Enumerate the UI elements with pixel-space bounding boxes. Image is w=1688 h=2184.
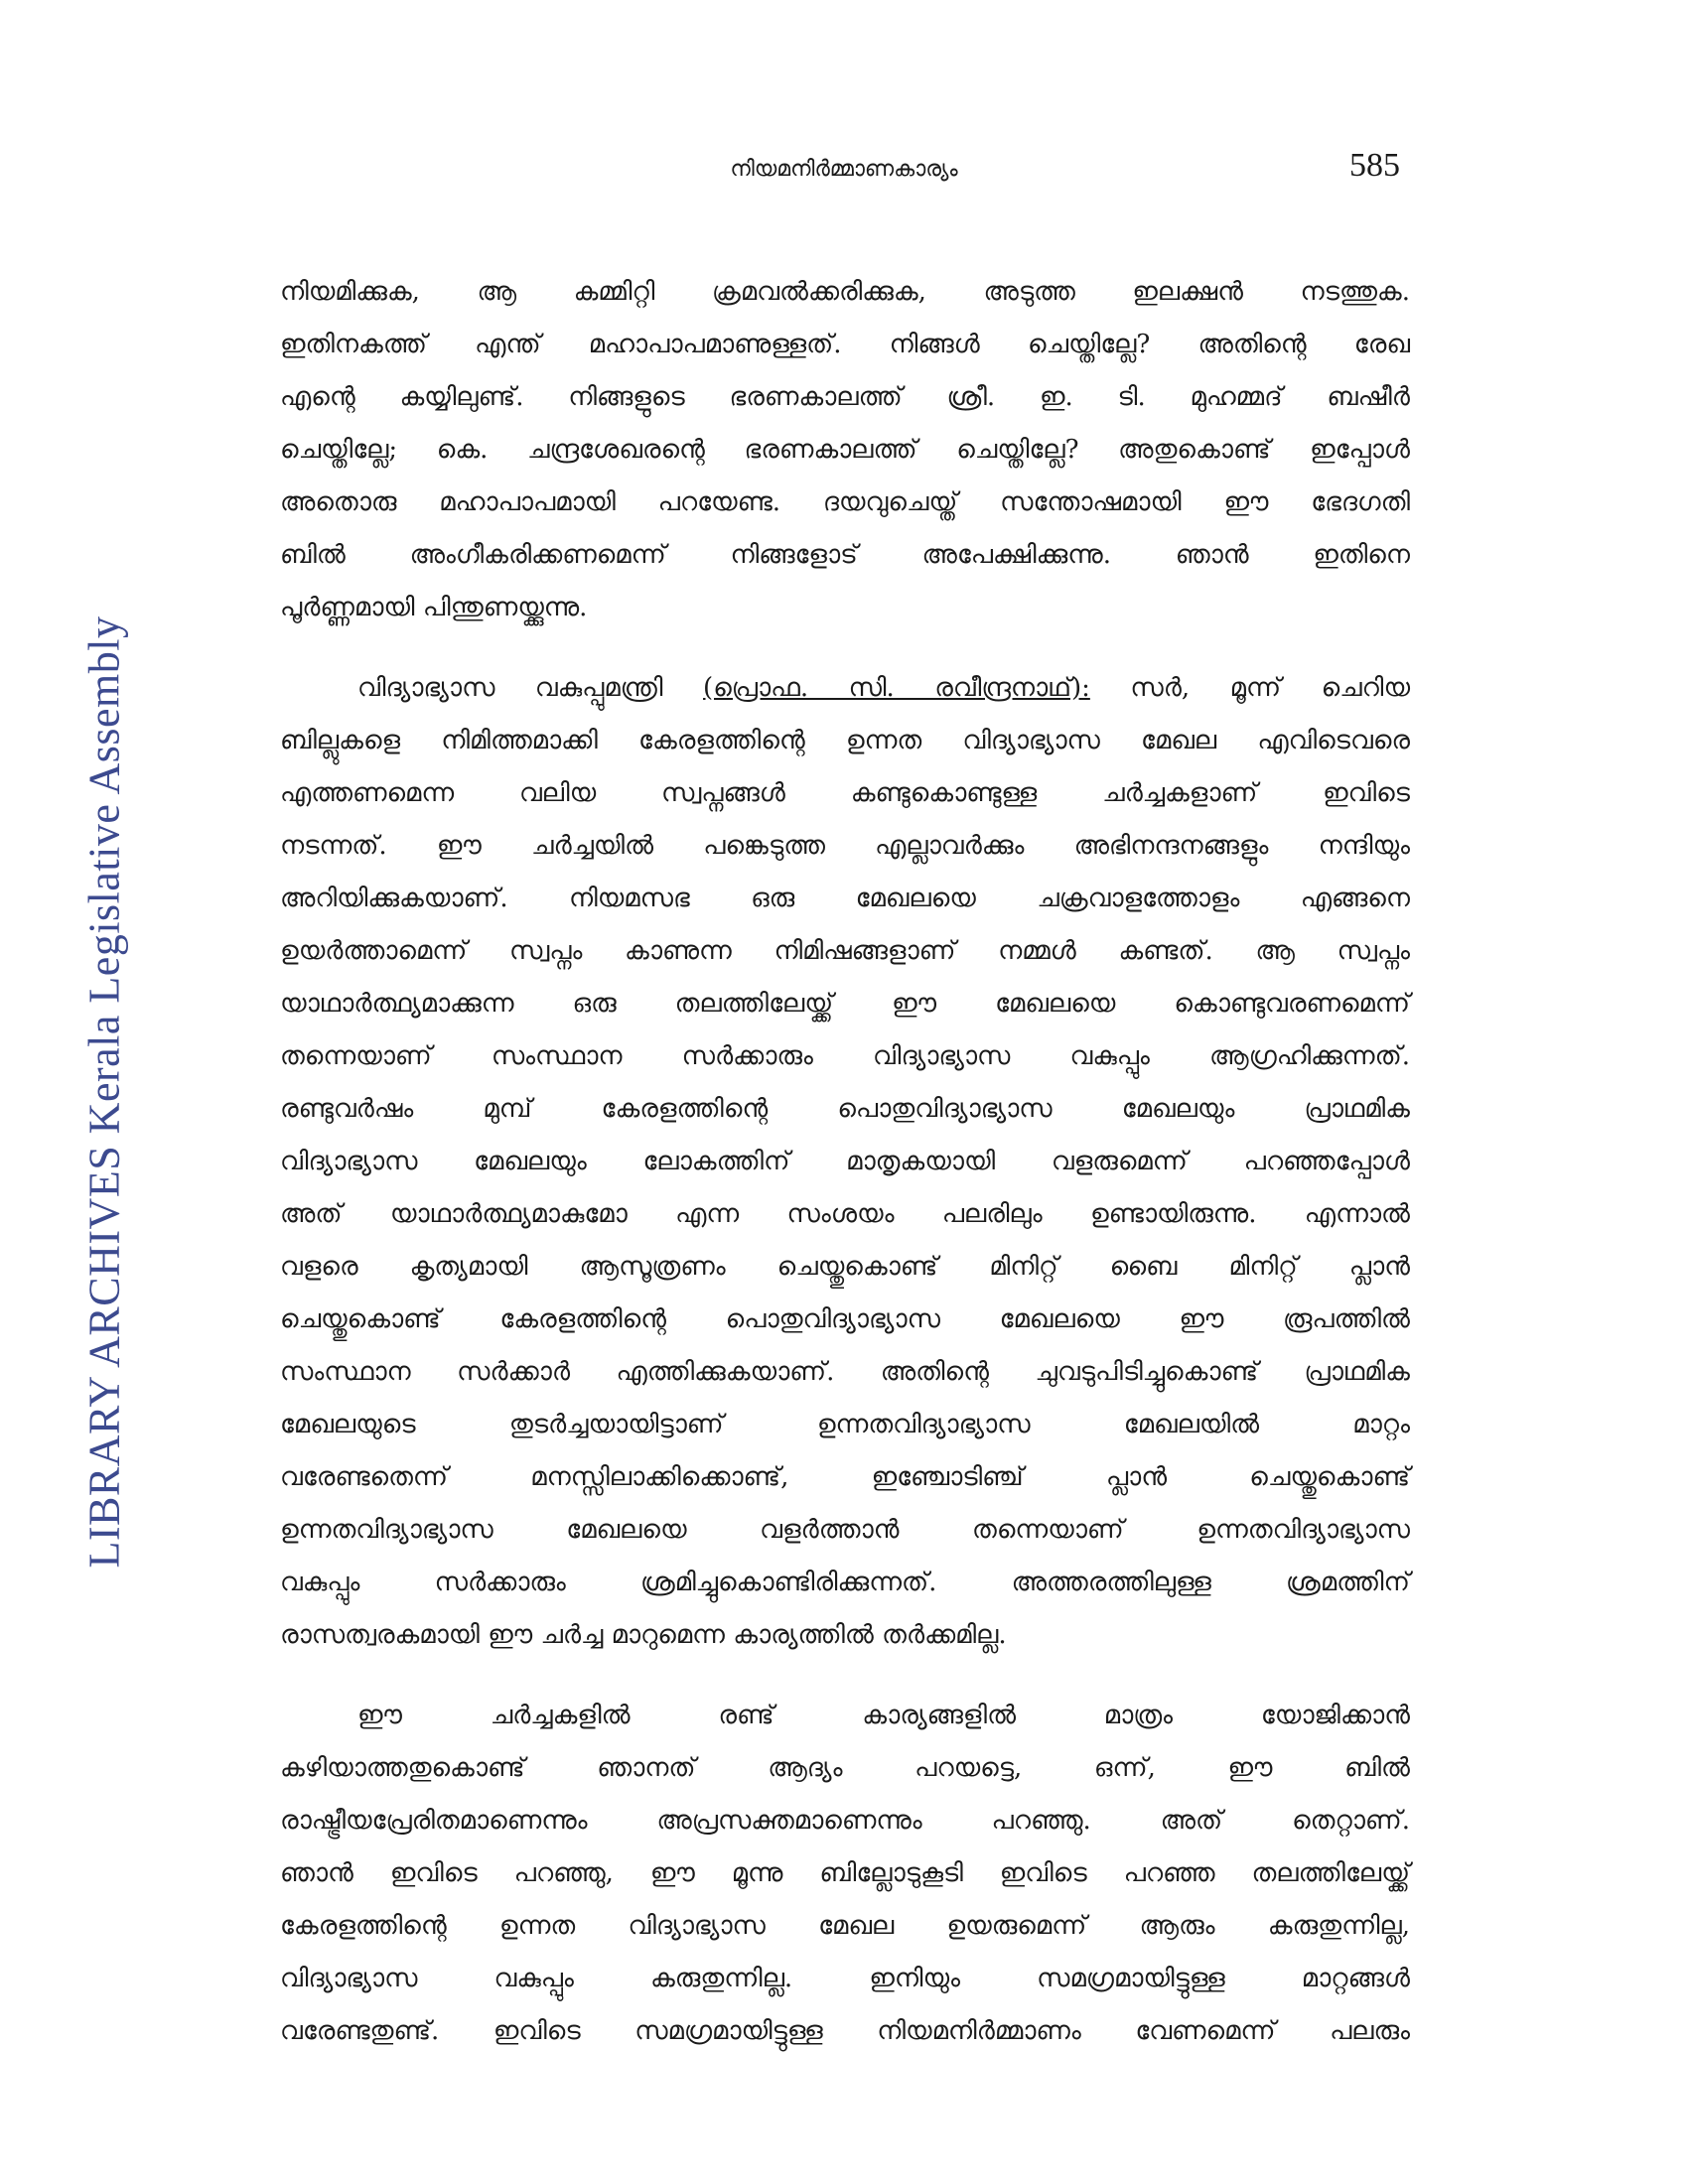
text-line: രാഷ്ട്രീയപ്രേരിതമാണെന്നും അപ്രസക്തമാണെന്നും പറഞ്ഞു. അത് തെറ്റാണ്. [280,1806,1410,1836]
text-line: യാഥാർത്ഥ്യമാക്കുന്ന ഒരു തലത്തിലേയ്ക്ക് ഈ മേഖലയെ കൊണ്ടുവരണമെന്ന് [280,989,1410,1019]
text-line: എന്റെ കയ്യിലുണ്ട്. നിങ്ങളുടെ ഭരണകാലത്ത് ശ്രീ. ഇ. ടി. മുഹമ്മദ് ബഷീർ [280,382,1410,412]
speaker-line [280,662,1410,715]
page-number: 585 [1349,147,1400,184]
text-line: നടന്നത്. ഈ ചർച്ചയിൽ പങ്കെടുത്ത എല്ലാവർക്കും അഭിനന്ദനങ്ങളും നന്ദിയും [280,831,1410,861]
text-line: മേഖലയുടെ തുടർച്ചയായിട്ടാണ് ഉന്നതവിദ്യാഭ്യാസ മേഖലയിൽ മാറ്റം [280,1410,1410,1439]
text-line: പൂർണ്ണമായി പിന്തുണയ്ക്കുന്നു. [280,593,588,622]
text-line: ഉന്നതവിദ്യാഭ്യാസ മേഖലയെ വളർത്താൻ തന്നെയാണ് ഉന്നതവിദ്യാഭ്യാസ [280,1515,1410,1545]
speaker-line-rest: സർ, മൂന്ന് ചെറിയ [1130,673,1411,703]
text-line: ചെയ്തില്ലേ; കെ. ചന്ദ്രശേഖരന്റെ ഭരണകാലത്ത് ചെയ്തില്ലേ? അതുകൊണ്ട് ഇപ്പോൾ [280,435,1410,465]
body-text [280,266,1410,2086]
text-line: ഈ ചർച്ചകളിൽ രണ്ട് കാര്യങ്ങളിൽ മാത്രം യോജിക്കാൻ [357,1701,1410,1730]
speaker-prefix: വിദ്യാഭ്യാസ വകുപ്പുമന്ത്രി [357,673,663,703]
text-line: അത് യാഥാർത്ഥ്യമാകുമോ എന്ന സംശയം പലരിലും ഉണ്ടായിരുന്നു. എന്നാൽ [280,1199,1410,1229]
running-header-title: നിയമനിർമ്മാണകാര്യം [730,157,958,182]
text-line: സംസ്ഥാന സർക്കാർ എത്തിക്കുകയാണ്. അതിന്റെ ചുവടുപിടിച്ചുകൊണ്ട് പ്രാഥമിക [280,1357,1410,1387]
paragraph-3 [280,1690,1410,2058]
text-line: ബിൽ അംഗീകരിക്കണമെന്ന് നിങ്ങളോട് അപേക്ഷിക്കുന്നു. ഞാൻ ഇതിനെ [280,540,1410,570]
text-line: വളരെ കൃത്യമായി ആസൂത്രണം ചെയ്തുകൊണ്ട് മിനിറ്റ് ബൈ മിനിറ്റ് പ്ലാൻ [280,1252,1410,1282]
text-line: കഴിയാത്തതുകൊണ്ട് ഞാനത് ആദ്യം പറയട്ടെ, ഒന്ന്, ഈ ബിൽ [280,1753,1410,1783]
text-line: വരേണ്ടതുണ്ട്. ഇവിടെ സമഗ്രമായിട്ടുള്ള നിയമനിർമ്മാണം വേണമെന്ന് പലരും [280,2016,1410,2046]
speaker-name: (പ്രൊഫ. സി. രവീന്ദ്രനാഥ്): [703,673,1090,703]
text-line: രണ്ടുവർഷം മുമ്പ് കേരളത്തിന്റെ പൊതുവിദ്യാഭ്യാസ മേഖലയും പ്രാഥമിക [280,1094,1410,1124]
text-line: കേരളത്തിന്റെ ഉന്നത വിദ്യാഭ്യാസ മേഖല ഉയരുമെന്ന് ആരും കരുതുന്നില്ല, [280,1911,1410,1941]
text-line: വിദ്യാഭ്യാസ വകുപ്പും കരുതുന്നില്ല. ഇനിയും സമഗ്രമായിട്ടുള്ള മാറ്റങ്ങൾ [280,1964,1410,1993]
text-line: വകുപ്പും സർക്കാരും ശ്രമിച്ചുകൊണ്ടിരിക്കുന്നത്. അത്തരത്തിലുള്ള ശ്രമത്തിന് [280,1568,1410,1597]
text-line: ഞാൻ ഇവിടെ പറഞ്ഞു, ഈ മൂന്നു ബില്ലോടുകൂടി ഇവിടെ പറഞ്ഞ തലത്തിലേയ്ക്ക് [280,1858,1410,1888]
text-line: എത്തണമെന്ന വലിയ സ്വപ്നങ്ങൾ കണ്ടുകൊണ്ടുള്ള ചർച്ചകളാണ് ഇവിടെ [280,778,1410,808]
text-line: തന്നെയാണ് സംസ്ഥാന സർക്കാരും വിദ്യാഭ്യാസ വകുപ്പും ആഗ്രഹിക്കുന്നത്. [280,1041,1410,1071]
paragraph-2 [280,662,1410,1662]
archive-watermark: LIBRARY ARCHIVES Kerala Legislative Assembly [79,615,129,1569]
text-line: അറിയിക്കുകയാണ്. നിയമസഭ ഒരു മേഖലയെ ചക്രവാളത്തോളം എങ്ങനെ [280,884,1410,913]
text-line: ബില്ലുകളെ നിമിത്തമാക്കി കേരളത്തിന്റെ ഉന്നത വിദ്യാഭ്യാസ മേഖല എവിടെവരെ [280,726,1410,755]
text-line: രാസത്വരകമായി ഈ ചർച്ച മാറുമെന്ന കാര്യത്തിൽ തർക്കമില്ല. [280,1620,1007,1650]
text-line: ഇതിനകത്ത് എന്ത് മഹാപാപമാണുള്ളത്. നിങ്ങൾ ചെയ്തില്ലേ? അതിന്റെ രേഖ [280,330,1410,359]
text-line: ചെയ്തുകൊണ്ട് കേരളത്തിന്റെ പൊതുവിദ്യാഭ്യാസ മേഖലയെ ഈ രൂപത്തിൽ [280,1304,1410,1334]
text-line: വരേണ്ടതെന്ന് മനസ്സിലാക്കിക്കൊണ്ട്, ഇഞ്ചോടിഞ്ച് പ്ലാൻ ചെയ്തുകൊണ്ട് [280,1462,1410,1492]
text-line: വിദ്യാഭ്യാസ മേഖലയും ലോകത്തിന് മാതൃകയായി വളരുമെന്ന് പറഞ്ഞപ്പോൾ [280,1147,1410,1176]
text-line: അതൊരു മഹാപാപമായി പറയേണ്ട. ദയവുചെയ്ത് സന്തോഷമായി ഈ ഭേദഗതി [280,487,1410,517]
text-line: ഉയർത്താമെന്ന് സ്വപ്നം കാണുന്ന നിമിഷങ്ങളാണ് നമ്മൾ കണ്ടത്. ആ സ്വപ്നം [280,936,1410,966]
paragraph-1 [280,266,1410,634]
text-line: നിയമിക്കുക, ആ കമ്മിറ്റി ക്രമവൽക്കരിക്കുക, അടുത്ത ഇലക്ഷൻ നടത്തുക. [280,277,1410,307]
